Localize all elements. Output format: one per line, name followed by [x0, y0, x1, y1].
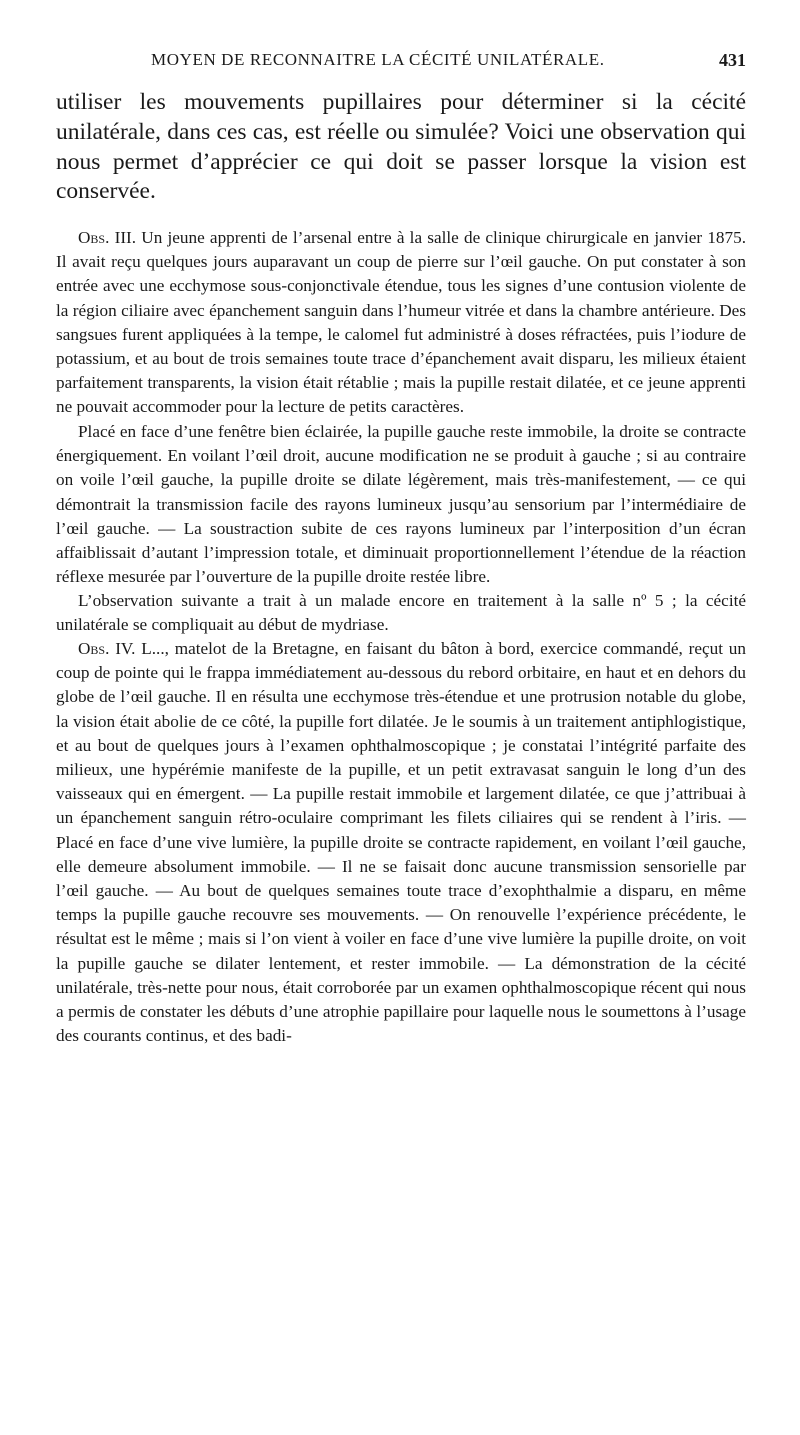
- observation-label: Obs. III.: [78, 228, 137, 247]
- paragraph-pupil-reaction: [56, 420, 746, 589]
- page-header: [56, 50, 746, 76]
- paragraph-text: Placé en face d’une fenêtre bien éclairée, la pupille gauche reste immobile, la droite se contracte énergiquement. En voilant l’œil droit, aucune modification ne se produit à gauche ; si au contraire on voile l’œil gauche, la pupille droite se dilate légèrement, mais très-manifestement, — ce qui démontrait la transmission facile des rayons lumineux jusqu’au sensorium par l’intermédiaire de l’œil gauche. — La soustraction subite de ces rayons lumineux par l’interposition d’un écran affaiblissait d’autant l’impression totale, et diminuait proportionnellement l’étendue de la réaction réflexe mesurée par l’ouverture de la pupille droite restée libre.: [56, 422, 746, 587]
- paragraph-text: L..., matelot de la Bretagne, en faisant du bâton à bord, exercice commandé, reçut un coup de pointe qui le frappa immédiatement au-dessous du rebord orbitaire, en haut et en dehors du globe de l’œil gauche. Il en résulta une ecchymose très-étendue et une protrusion notable du globe, la vision était abolie de ce côté, la pupille fort dilatée. Je le soumis à un traitement antiphlogistique, et au bout de quelques jours à l’examen ophthalmoscopique ; je constatai l’intégrité parfaite des milieux, une hypérémie manifeste de la pupille, et un petit extravasat sanguin le long d’un des vaisseaux qui en émergent. — La pupille restait immobile et largement dilatée, ce que j’attribuai à un épanchement sanguin rétro-oculaire comprimant les filets ciliaires qui se rendent à l’iris. — Placé en face d’une vive lumière, la pupille droite se contracte rapidement, en voilant l’œil gauche, elle demeure absolument immobile. — Il ne se faisait donc aucune transmission sensorielle par l’œil gauche. — Au bout de quelques semaines toute trace d’exophthalmie a disparu, en même temps la pupille gauche recouvre ses mouvements. — On renouvelle l’expérience précédente, le résultat est le même ; mais si l’on vient à voiler en face d’une vive lumière la pupille droite, on voit la pupille gauche se dilater lentement, et rester immobile. — La démonstration de la cécité unilatérale, très-nette pour nous, était corroborée par un examen ophthalmoscopique récent qui nous a permis de constater les débuts d’une atrophie papillaire pour laquelle nous le soumettons à l’usage des courants continus, et des badi-: [56, 639, 746, 1046]
- running-title: MOYEN DE RECONNAITRE LA CÉCITÉ UNILATÉRALE.: [151, 50, 605, 69]
- observation-iii: [56, 226, 746, 420]
- paragraph-text: L’observation suivante a trait à un malade encore en traitement à la salle nº 5 ; la cécité unilatérale se compliquait au début de mydriase.: [56, 591, 746, 635]
- observation-iv: [56, 637, 746, 1048]
- paragraph-continued: [56, 88, 746, 207]
- observation-label: Obs. IV.: [78, 639, 136, 658]
- paragraph-next-observation: [56, 589, 746, 637]
- paragraph-text: Un jeune apprenti de l’arsenal entre à la salle de clinique chirurgicale en janvier 1875. Il avait reçu quelques jours auparavant un coup de pierre sur l’œil gauche. On put constater à son entrée avec une ecchymose sous-conjonctivale étendue, tous les signes d’une contusion violente de la région ciliaire avec épanchement sanguin dans l’humeur vitrée et dans la chambre antérieure. Des sangsues furent appliquées à la tempe, le calomel fut administré à doses réfractées, puis l’iodure de potassium, et au bout de trois semaines toute trace d’épanchement avait disparu, les milieux étaient parfaitement transparents, la vision était rétablie ; mais la pupille restait dilatée, et ce jeune apprenti ne pouvait accommoder pour la lecture de petits caractères.: [56, 228, 747, 417]
- paragraph-text: utiliser les mouvements pupillaires pour déterminer si la cécité unilatérale, dans ces cas, est réelle ou simulée? Voici une observation qui nous permet d’apprécier ce qui doit se passer lorsque la vision est conservée.: [56, 89, 746, 205]
- page-number: 431: [719, 50, 746, 70]
